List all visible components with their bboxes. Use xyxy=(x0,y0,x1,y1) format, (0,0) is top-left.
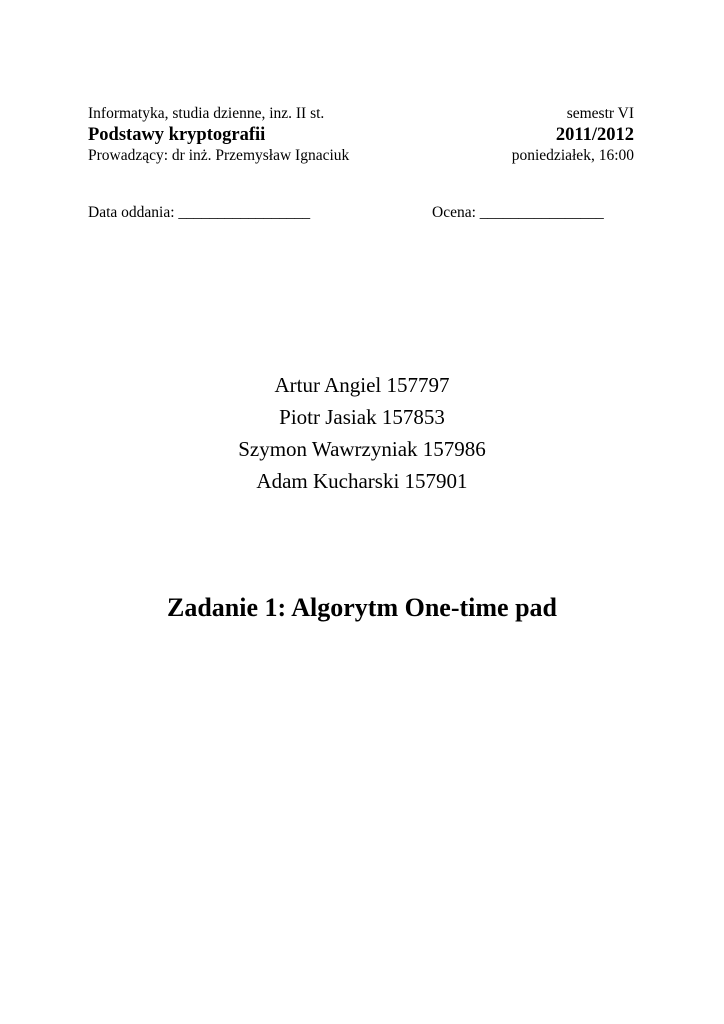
author-name: Artur Angiel 157797 xyxy=(274,373,450,397)
document-title: Zadanie 1: Algorytm One-time pad xyxy=(167,593,557,622)
course-name: Podstawy kryptografii xyxy=(88,125,266,145)
program-name: Informatyka, studia dzienne, inz. II st. xyxy=(88,105,325,122)
header-row-program xyxy=(88,104,634,124)
author-name: Piotr Jasiak 157853 xyxy=(279,405,445,429)
author-name: Adam Kucharski 157901 xyxy=(256,469,468,493)
semester: semestr VI xyxy=(566,105,634,122)
submission-fields xyxy=(88,204,634,226)
document-header xyxy=(88,104,634,166)
grade-field: Ocena: ________________ xyxy=(432,204,604,221)
date-submitted-field: Data oddania: _________________ xyxy=(88,204,311,221)
schedule: poniedziałek, 16:00 xyxy=(511,147,634,164)
instructor: Prowadzący: dr inż. Przemysław Ignaciuk xyxy=(88,147,350,164)
authors-list xyxy=(0,369,724,497)
header-row-course xyxy=(88,124,634,146)
academic-year: 2011/2012 xyxy=(555,125,634,145)
header-row-instructor xyxy=(88,146,634,166)
author-name: Szymon Wawrzyniak 157986 xyxy=(238,437,486,461)
